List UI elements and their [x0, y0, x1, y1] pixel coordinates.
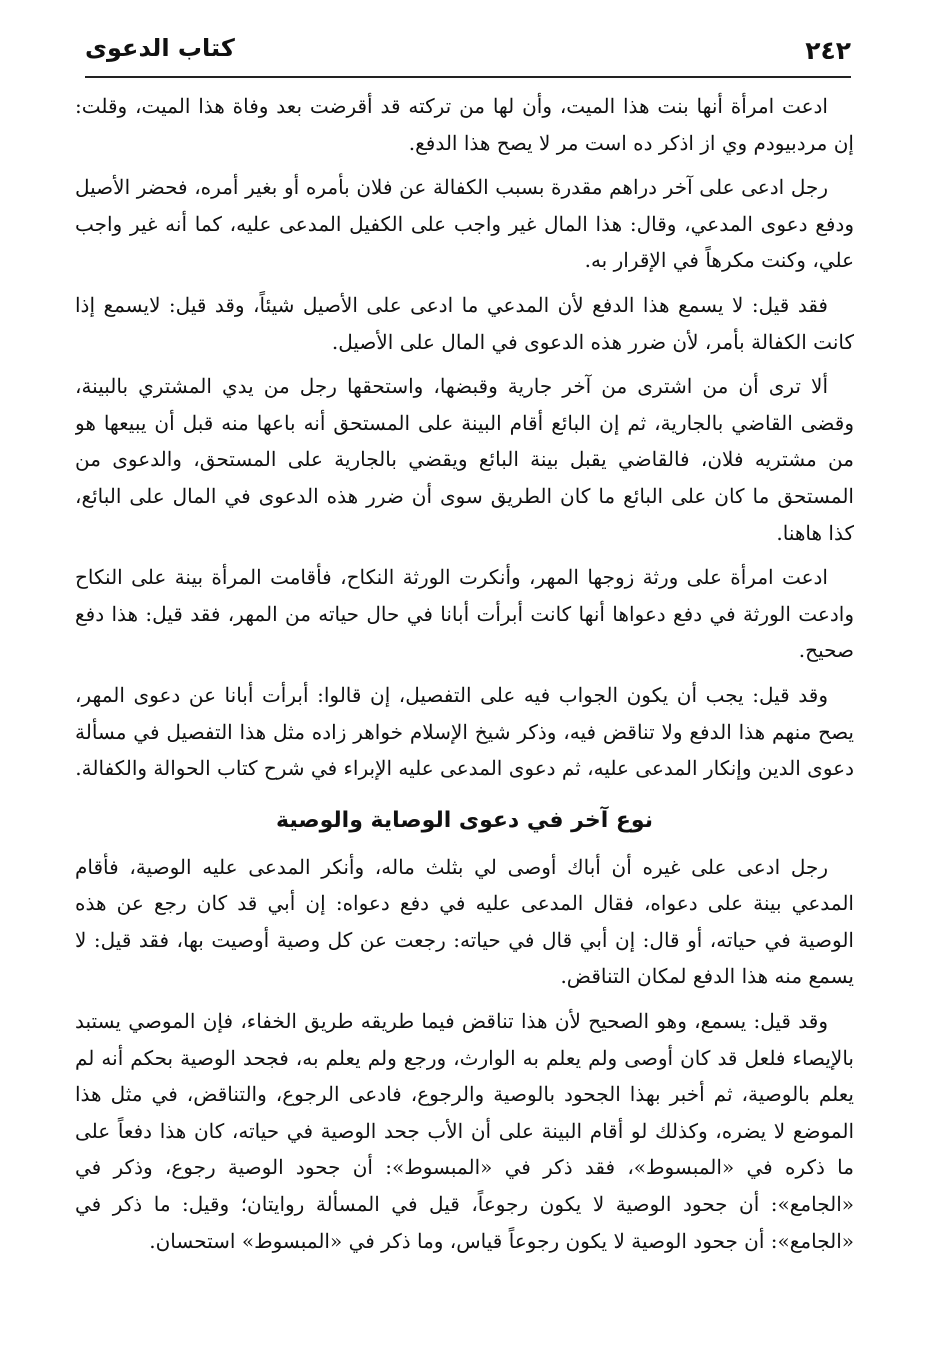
paragraph: ادعت امرأة أنها بنت هذا الميت، وأن لها من تركته قد أقرضت بعد وفاة هذا الميت، وقلت: إن مردبيودم وي از اذكر ده است مر لا يصح هذا الدفع. [75, 94, 854, 155]
page-body [75, 88, 854, 1346]
section-title: نوع آخر في دعوى الوصاية والوصية [276, 807, 653, 833]
paragraph: وقد قيل: يسمع، وهو الصحيح لأن هذا تناقض فيما طريقه طريق الخفاء، فإن الموصي يستبد بالإيصاء فلعل قد كان أوصى ولم يعلم به الوارث، ورجع ولم يعلم به، فجحد الوصية بحكم أنه لم يعلم بالوصية، ثم أخبر بهذا الجحود بالوصية والرجوع، فادعى الرجوع، والتناقض، في مثل هذا الموضع لا يضره، وكذلك لو أقام البينة على أن الأب جحد الوصية في حياته، كان هذا دفعاً على ما ذكره في «المبسوط»، فقد ذكر في «المبسوط»: أن جحود الوصية رجوع، وذكر في «الجامع»: أن جحود الوصية لا يكون رجوعاً، قيل في المسألة روايتان؛ وقيل: ما ذكر في «الجامع»: أن جحود الوصية لا يكون رجوعاً قياس، وما ذكر في «المبسوط» استحسان. [75, 1009, 854, 1253]
page-header [85, 28, 851, 78]
paragraph: رجل ادعى على آخر دراهم مقدرة بسبب الكفالة عن فلان بأمره أو بغير أمره، فحضر الأصيل ودفع دعوى المدعي، وقال: هذا المال غير واجب على الكفيل المدعى عليه، كما أنه غير واجب علي، وكنت مكرهاً في الإقرار به. [75, 175, 854, 273]
page-number: ٢٤٢ [805, 36, 851, 65]
paragraph: وقد قيل: يجب أن يكون الجواب فيه على التفصيل، إن قالوا: أبرأت أبانا عن دعوى المهر، يصح منهم هذا الدفع ولا تناقض فيه، وذكر شيخ الإسلام خواهر زاده مثل هذا التفصيل في مسألة دعوى الدين وإنكار المدعى عليه، ثم دعوى المدعى عليه الإبراء في شرح كتاب الحوالة والكفالة. [75, 682, 854, 781]
paragraph: فقد قيل: لا يسمع هذا الدفع لأن المدعي ما ادعى على الأصيل شيئاً، وقد قيل: لايسمع إذا كانت الكفالة بأمر، لأن ضرر هذه الدعوى في المال على الأصيل. [75, 292, 854, 354]
running-title: كتاب الدعوى [85, 34, 235, 62]
paragraph: ادعت امرأة على ورثة زوجها المهر، وأنكرت الورثة النكاح، فأقامت المرأة بينة على النكاح وادعت الورثة في دفع دعواها أنها كانت أبرأت أبانا في حال حياته من المهر، فقد قيل: هذا دفع صحيح. [75, 565, 854, 663]
paragraph: رجل ادعى على غيره أن أباك أوصى لي بثلث ماله، وأنكر المدعى عليه الوصية، فأقام المدعي بينة على دعواه، فقال المدعى عليه في دفع دعواه: إن أبي قد كان رجع عن هذه الوصية في حياته، أو قال: إن أبي قال في حياته: رجعت عن كل وصية أوصيت بها، فقد قيل: لا يسمع منه هذا الدفع لمكان التناقض. [75, 854, 854, 989]
paragraph: ألا ترى أن من اشترى من آخر جارية وقبضها، واستحقها رجل من يدي المشتري بالبينة، وقضى القاضي بالجارية، ثم إن البائع أقام البينة على المستحق أنه باعها منه قبل أن يبيعها هو من مشتريه فلان، فالقاضي يقبل بينة البائع ويقضي بالجارية على المستحق، والدعوى من المستحق ما كان على البائع ما كان الطريق سوى أن ضرر هذه الدعوى في المال على البائع، كذا هاهنا. [75, 374, 854, 545]
